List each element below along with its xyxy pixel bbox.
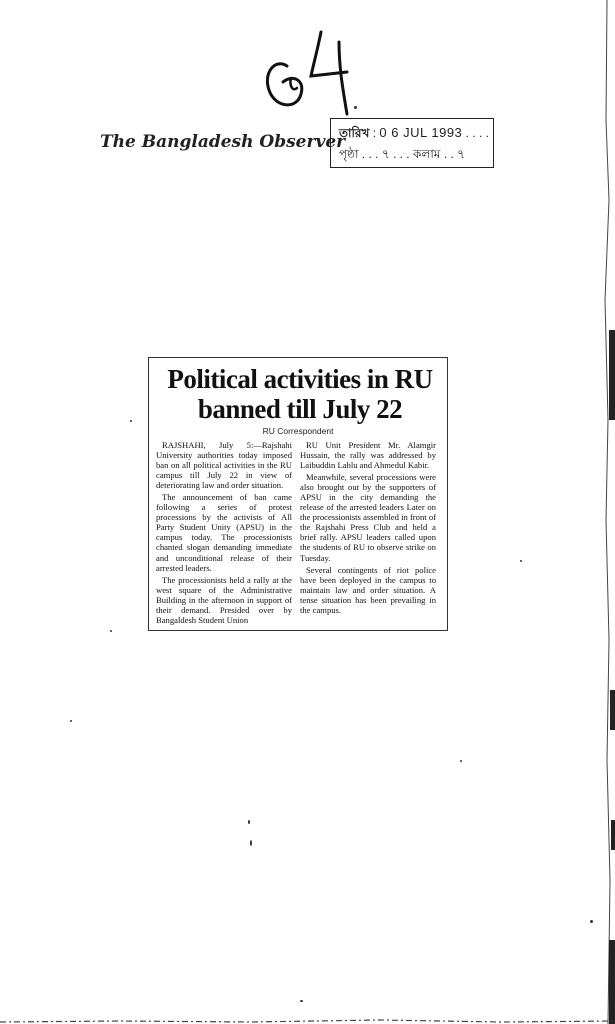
archive-stamp [330,118,494,168]
scan-speck [300,1000,303,1002]
article-byline: RU Correspondent [262,426,334,436]
stamp-page-label: পৃষ্ঠা [339,147,359,161]
article-headline: Political activities in RU banned till July 22 [167,364,433,424]
article-column-left [156,440,292,625]
article-paragraph: Several contingents of riot police have been deployed in the campus to maintain law and order situation. A tense situation has been prevailing in the campus. [300,564,436,615]
scan-speck [248,820,250,824]
article-paragraph: RAJSHAHI, July 5:—Rajshahi University authorities today imposed ban on all political activities in the RU campus till July 22 in view of deteriorating law and order situation. [156,440,292,491]
stamp-column-label: কলাম [412,147,441,161]
handwritten-page-number [255,28,365,123]
stamp-page-value: ৭ [381,147,390,161]
stamp-date-row: তারিখ : 0 6 JUL 1993 . . . . [339,125,489,140]
article-paragraph: RU Unit President Mr. Alamgir Hussain, the rally was addressed by Laibuddin Lablu and Ahmedul Kabir. [300,440,436,471]
scan-speck [250,840,252,846]
handwritten-64-drawing [255,28,365,123]
article-column-right [300,440,436,615]
article-paragraph: The processionists held a rally at the west square of the Administrative Building in the afternoon in support of their demand. Presided over by Bangaldesh Student Union [156,574,292,625]
scan-speck [460,760,462,762]
scan-speck [130,420,132,422]
scan-speck [520,560,522,562]
scan-speck [110,630,112,632]
scan-speck [354,106,357,109]
scanned-bottom-edge [0,1014,615,1024]
newspaper-masthead: The Bangladesh Observer [100,132,346,152]
scan-speck [590,920,593,923]
scanned-page-edge [597,0,615,1024]
stamp-date: 0 6 JUL 1993 [379,125,463,140]
article-paragraph: Meanwhile, several processions were also brought out by the supporters of APSU in the city demanding the release of the arrested leaders Later on the processionists assembled in front of the Rajshahi Press Club and held a brief rally. APSU leaders called upon the students of RU to observe strike on Tuesday. [300,472,436,563]
stamp-page-row: পৃষ্ঠা . . . ৭ . . . কলাম . . ৭ [339,147,465,161]
newspaper-clipping [148,357,448,631]
scan-speck [70,720,72,722]
article-paragraph: The announcement of ban came following a series of protest processions by the activists of All Party Student Unity (APSU) in the campus today. The processionists chanted slogan demanding immediate and unconditional release of their arrested leaders. [156,492,292,573]
stamp-date-label: তারিখ [339,126,370,140]
stamp-column-value: ৭ [457,147,465,161]
